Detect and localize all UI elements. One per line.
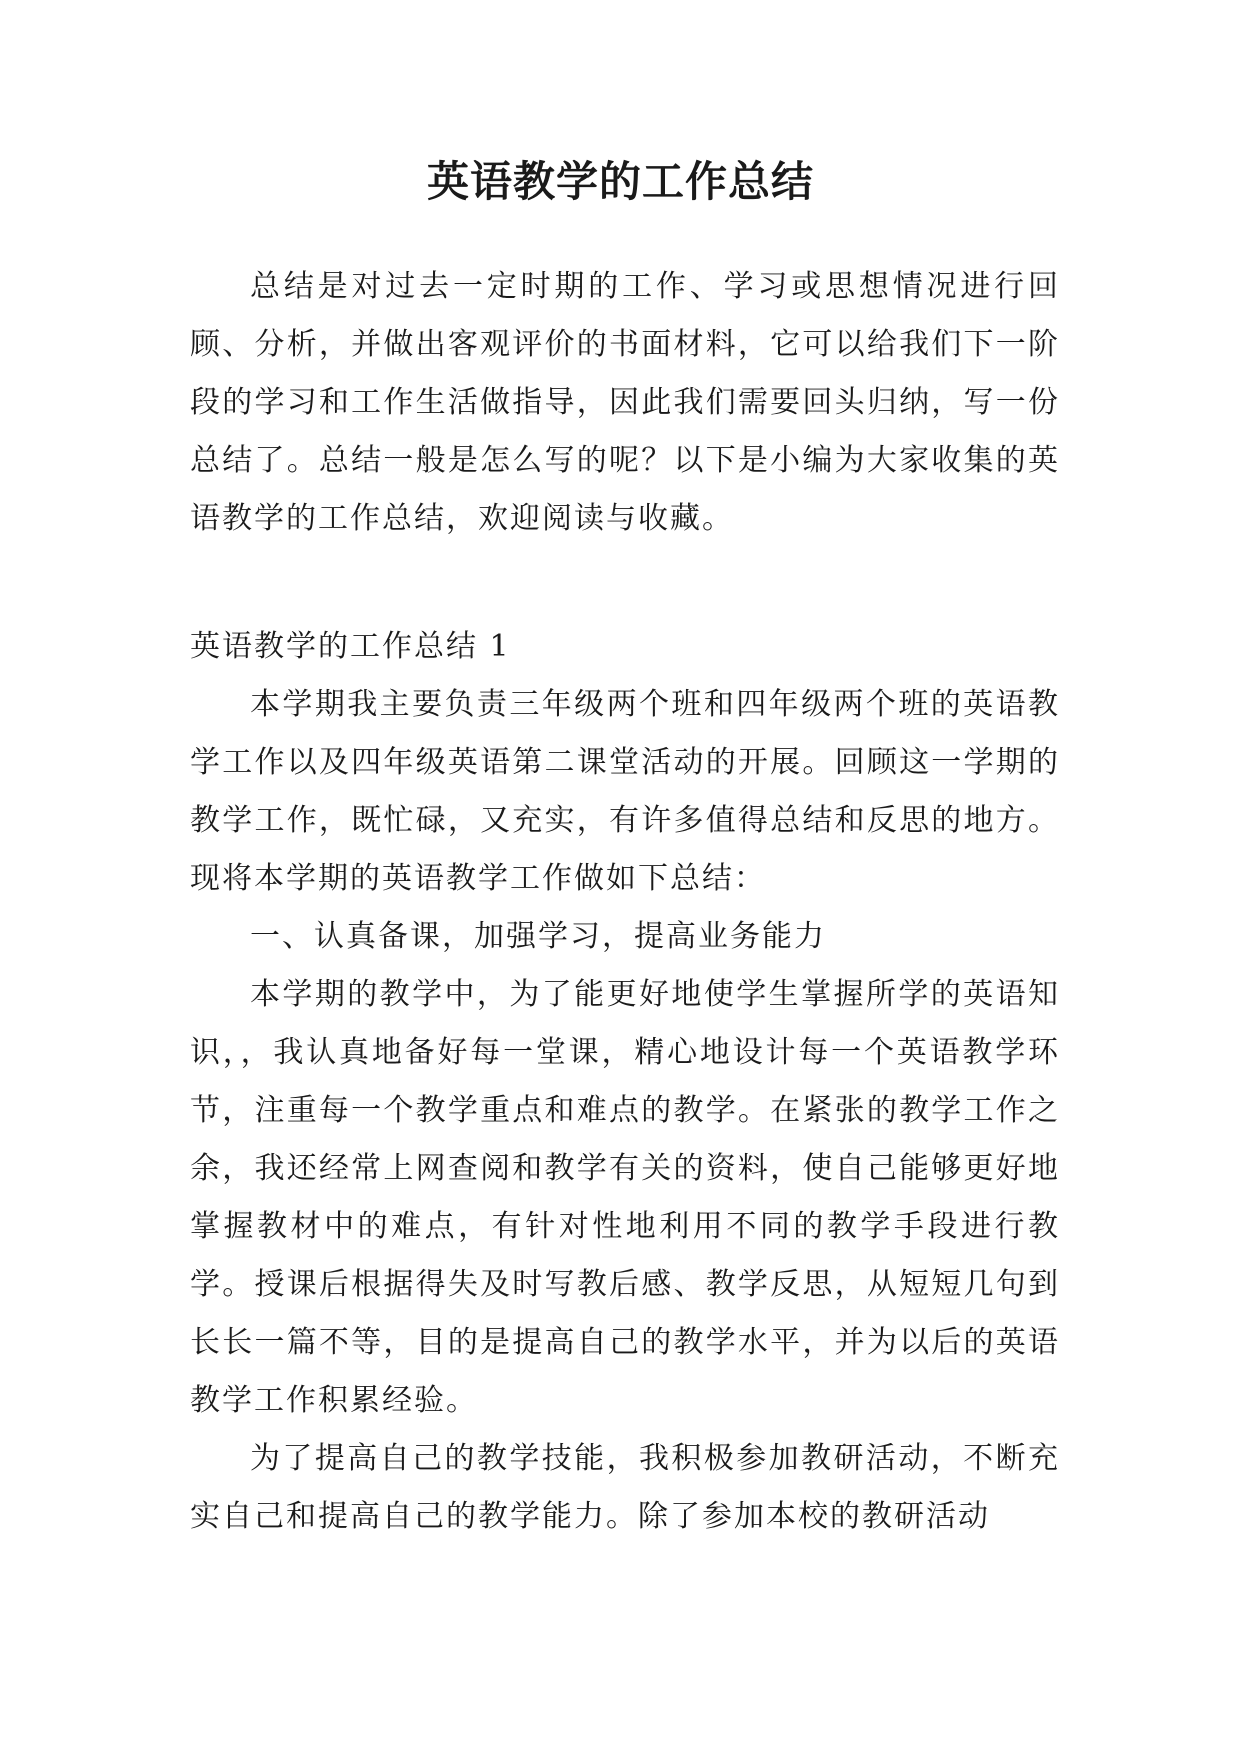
intro-paragraph: 总结是对过去一定时期的工作、学习或思想情况进行回顾、分析，并做出客观评价的书面材料，它可以给我们下一阶段的学习和工作生活做指导，因此我们需要回头归纳，写一份总结了。总结一般是怎么写的呢？以下是小编为大家收集的英语教学的工作总结，欢迎阅读与收藏。: [190, 269, 1060, 536]
body-paragraph: 本学期的教学中，为了能更好地使学生掌握所学的英语知识，，我认真地备好每一堂课，精心地设计每一个英语教学环节，注重每一个教学重点和难点的教学。在紧张的教学工作之余，我还经常上网查阅和教学有关的资料，使自己能够更好地掌握教材中的难点，有针对性地利用不同的教学手段进行教学。授课后根据得失及时写教后感、教学反思，从短短几句到长长一篇不等，目的是提高自己的教学水平，并为以后的英语教学工作积累经验。: [190, 977, 1060, 1418]
body-paragraph: 为了提高自己的教学技能，我积极参加教研活动，不断充实自己和提高自己的教学能力。除了参加本校的教研活动: [190, 1441, 1060, 1534]
subheading-paragraph: 一、认真备课，加强学习，提高业务能力: [250, 919, 826, 954]
section-heading: 英语教学的工作总结 1: [190, 629, 511, 664]
body-paragraph: 本学期我主要负责三年级两个班和四年级两个班的英语教学工作以及四年级英语第二课堂活动的开展。回顾这一学期的教学工作，既忙碌，又充实，有许多值得总结和反思的地方。现将本学期的英语教学工作做如下总结：: [190, 687, 1060, 896]
section-spacer: [190, 548, 1060, 618]
document-title: 英语教学的工作总结: [426, 157, 814, 206]
document-body: [190, 258, 1060, 1546]
